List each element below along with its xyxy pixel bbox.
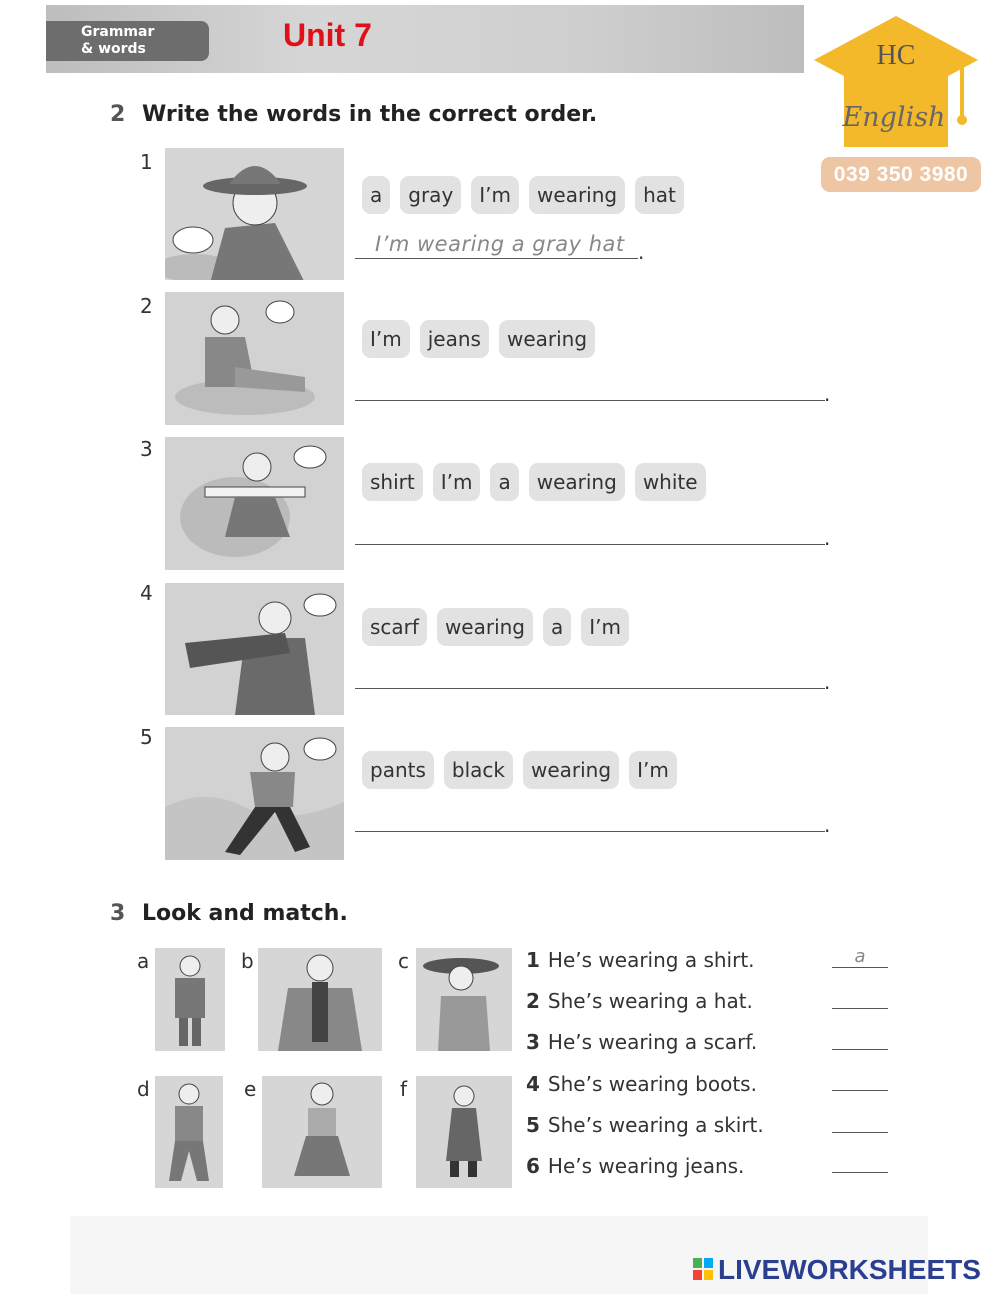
word-chip[interactable]: jeans (420, 320, 489, 358)
word-chip[interactable]: a (490, 463, 518, 501)
answer-line[interactable] (355, 400, 825, 401)
word-chip[interactable]: white (635, 463, 706, 501)
answer-line[interactable] (355, 831, 825, 832)
figure-boy-shirt (155, 948, 225, 1051)
picture-letter: c (398, 949, 409, 973)
sentence-end: . (824, 670, 831, 694)
exercise-3-title: Look and match. (142, 901, 348, 926)
sentence-end: . (824, 813, 831, 837)
picture-man-gray-hat (165, 148, 344, 280)
exercise-2-title: Write the words in the correct order. (142, 102, 598, 127)
sentence-number: 3 (526, 1030, 540, 1054)
match-answer[interactable]: a (854, 946, 866, 967)
picture-girl-white-shirt (165, 437, 344, 570)
match-answer-line[interactable] (832, 967, 888, 968)
match-sentence (526, 1113, 764, 1137)
answer-line[interactable] (355, 688, 825, 689)
match-sentence (526, 989, 753, 1013)
picture-letter: d (137, 1077, 150, 1101)
sentence-end: . (824, 526, 831, 550)
word-chip[interactable]: I’m (362, 320, 410, 358)
word-chip[interactable]: I’m (629, 751, 677, 789)
word-chip[interactable]: wearing (437, 608, 533, 646)
picture-boy-jeans (165, 292, 344, 425)
word-chip[interactable]: gray (400, 176, 461, 214)
logo-brand-text: HC (876, 40, 916, 71)
sentence-text: He’s wearing a shirt. (547, 948, 755, 972)
item-number: 5 (140, 725, 153, 749)
figure-girl-hat (416, 948, 512, 1051)
word-chip[interactable]: wearing (529, 463, 625, 501)
word-chip[interactable]: hat (635, 176, 684, 214)
word-chip[interactable]: scarf (362, 608, 427, 646)
match-sentence (526, 1154, 744, 1178)
sentence-number: 6 (526, 1154, 540, 1178)
word-chip[interactable]: a (543, 608, 571, 646)
item-number: 1 (140, 150, 153, 174)
tag-line-1: Grammar (81, 24, 155, 40)
picture-letter: e (244, 1077, 257, 1101)
figure-girl-boots (416, 1076, 512, 1188)
exercise-2-number: 2 (110, 102, 126, 127)
answer-line[interactable] (355, 258, 638, 259)
sentence-number: 1 (526, 948, 540, 972)
section-tag (46, 21, 209, 61)
match-sentence (526, 948, 755, 972)
tag-line-2: & words (81, 41, 146, 57)
sentence-number: 2 (526, 989, 540, 1013)
sentence-text: She’s wearing a hat. (547, 989, 753, 1013)
word-chip[interactable]: I’m (433, 463, 481, 501)
logo-script-text: English (842, 102, 946, 133)
liveworksheets-icon (693, 1258, 713, 1280)
sentence-text: She’s wearing boots. (547, 1072, 757, 1096)
picture-boy-black-pants (165, 727, 344, 860)
word-chip[interactable]: pants (362, 751, 434, 789)
item-number: 2 (140, 294, 153, 318)
word-chip[interactable]: I’m (471, 176, 519, 214)
sentence-text: He’s wearing a scarf. (547, 1030, 758, 1054)
item-number: 3 (140, 437, 153, 461)
sentence-number: 4 (526, 1072, 540, 1096)
sentence-text: She’s wearing a skirt. (547, 1113, 764, 1137)
match-answer-line[interactable] (832, 1090, 888, 1091)
word-chip[interactable]: shirt (362, 463, 423, 501)
word-chip[interactable]: wearing (529, 176, 625, 214)
figure-girl-skirt (262, 1076, 382, 1188)
answer-line[interactable] (355, 544, 825, 545)
sentence-text: He’s wearing jeans. (547, 1154, 745, 1178)
picture-man-scarf (165, 583, 344, 715)
sentence-end: . (824, 382, 831, 406)
picture-letter: b (241, 949, 254, 973)
answer-text[interactable]: I’m wearing a gray hat (375, 232, 625, 256)
match-sentence (526, 1072, 757, 1096)
exercise-3-number: 3 (110, 901, 126, 926)
picture-letter: a (137, 949, 150, 973)
match-sentence (526, 1030, 757, 1054)
item-number: 4 (140, 581, 153, 605)
figure-boy-jeans (155, 1076, 223, 1188)
match-answer-line[interactable] (832, 1049, 888, 1050)
match-answer-line[interactable] (832, 1008, 888, 1009)
sentence-number: 5 (526, 1113, 540, 1137)
phone-number: 039 350 3980 (821, 157, 981, 192)
word-chip[interactable]: I’m (581, 608, 629, 646)
match-answer-line[interactable] (832, 1172, 888, 1173)
liveworksheets-logo[interactable]: LIVEWORKSHEETS (718, 1254, 981, 1285)
word-chip[interactable]: wearing (499, 320, 595, 358)
picture-letter: f (400, 1077, 408, 1101)
word-chip[interactable]: black (444, 751, 513, 789)
match-answer-line[interactable] (832, 1132, 888, 1133)
sentence-end: . (638, 240, 645, 264)
word-chip[interactable]: wearing (523, 751, 619, 789)
word-chip[interactable]: a (362, 176, 390, 214)
figure-man-scarf (258, 948, 382, 1051)
unit-title: Unit 7 (283, 17, 372, 53)
